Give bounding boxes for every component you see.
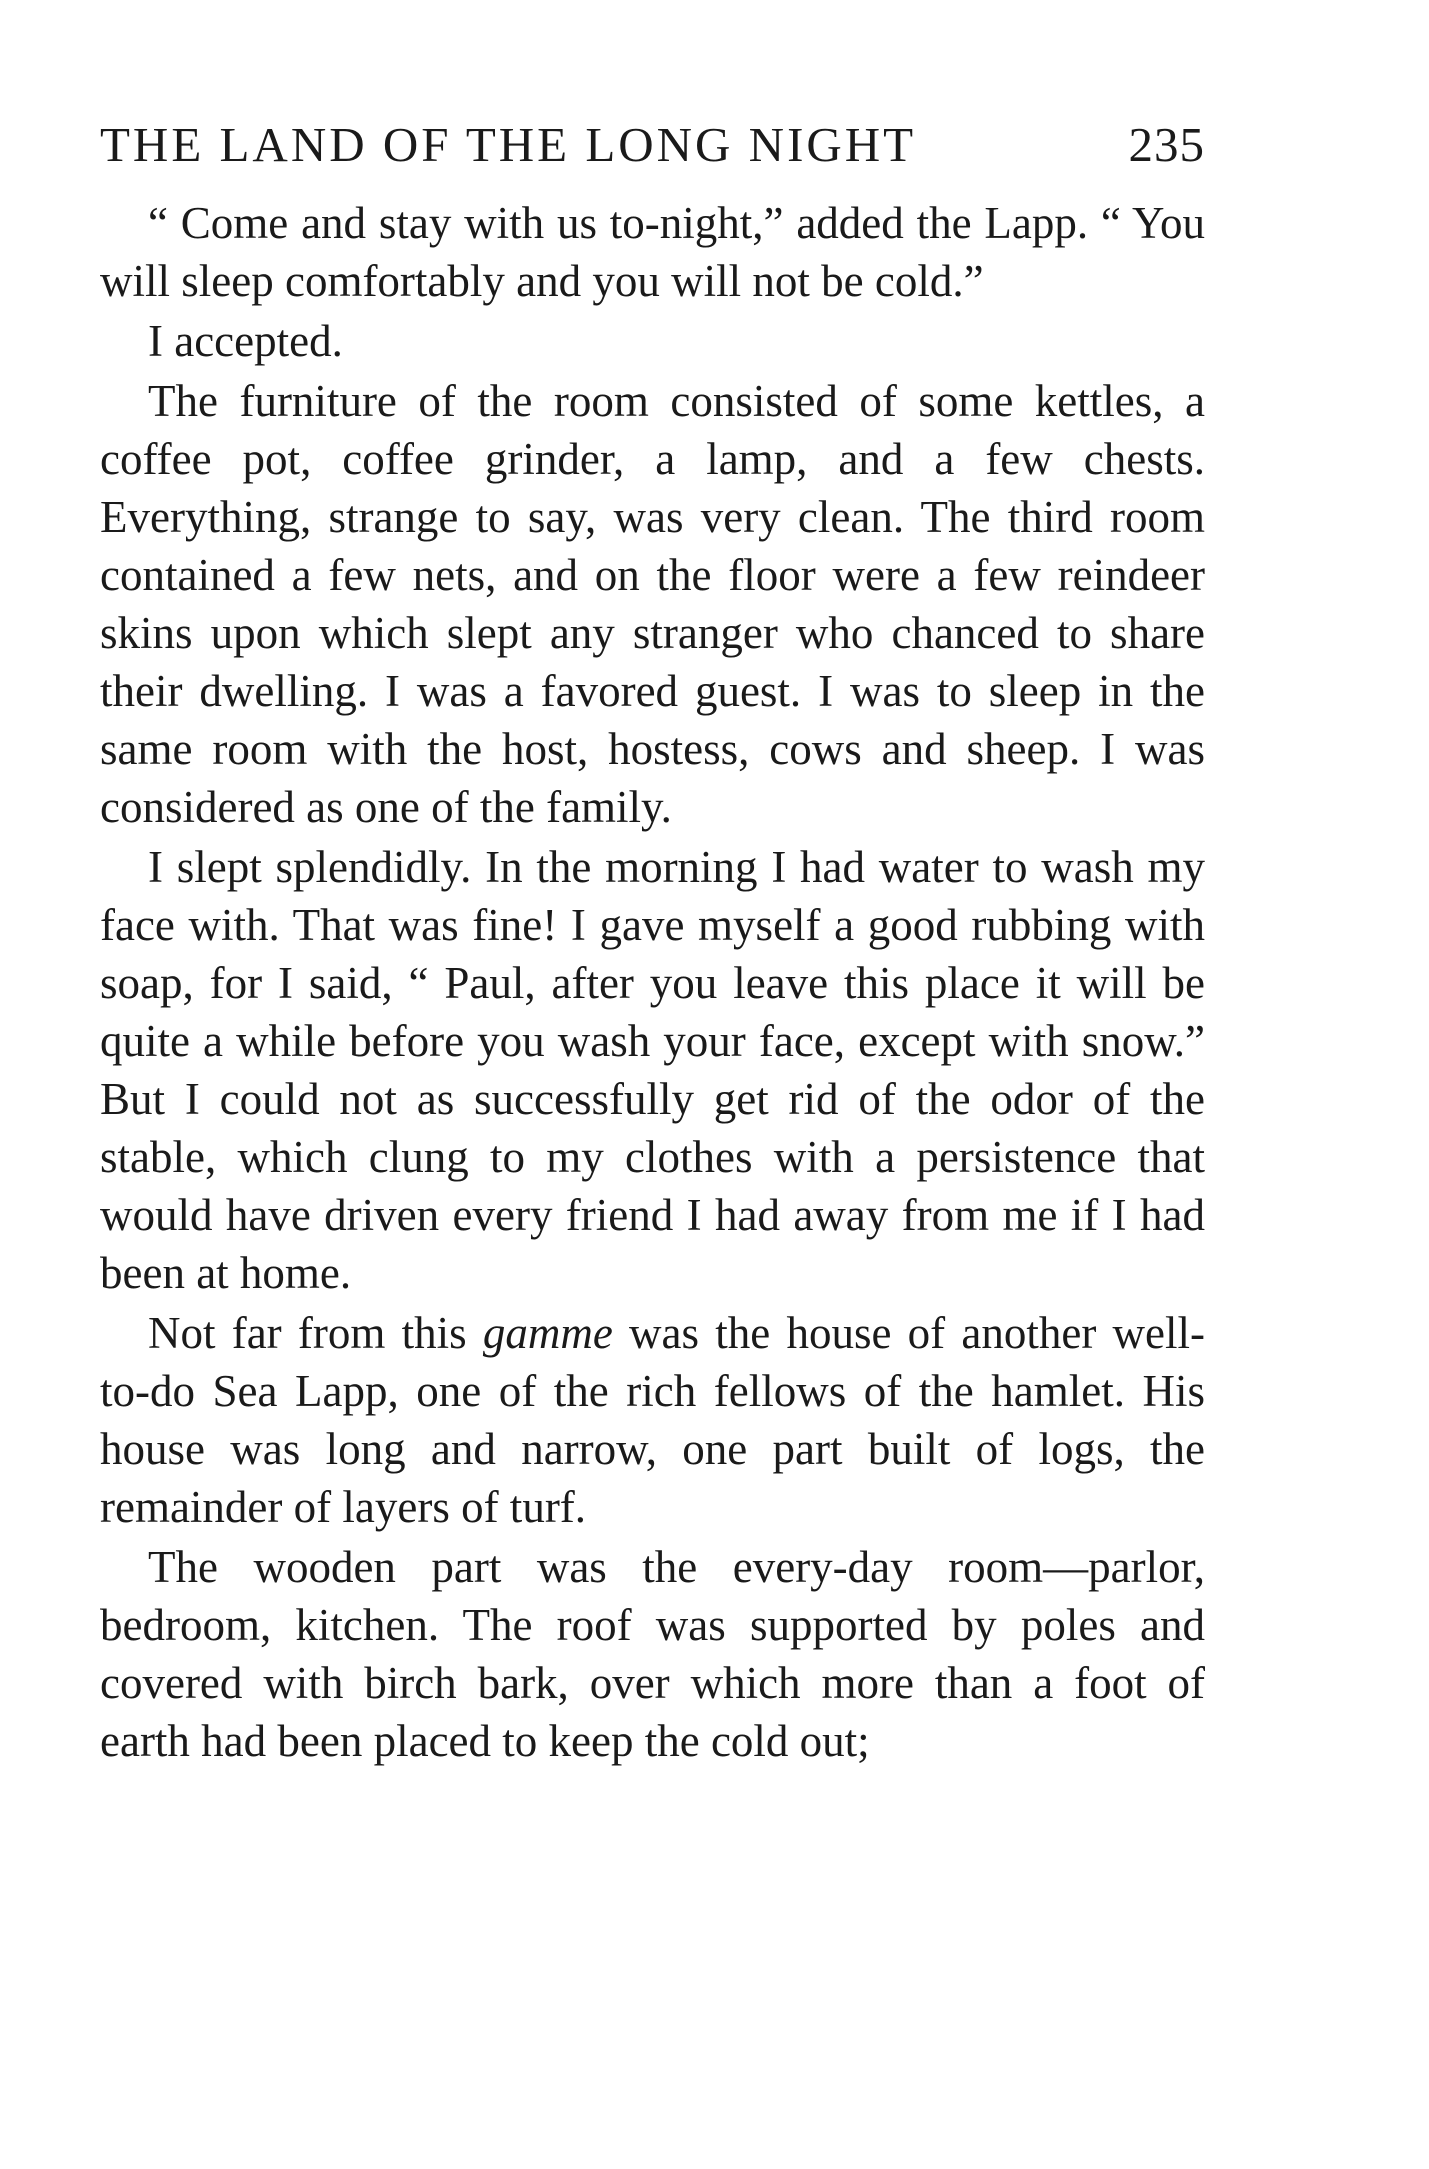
page-header: [100, 110, 1205, 180]
book-page: [100, 110, 1205, 1770]
paragraph-5: [100, 1304, 1205, 1536]
paragraph-2: I accepted.: [148, 316, 343, 366]
paragraph-3: The furniture of the room consisted of some kettles, a coffee pot, coffee grinder, a lamp, and a few chests. Everything, strange to say, was very clean. The third room contained a few nets, and on the floor were a few reindeer skins upon which slept any stranger who chanced to share their dwelling. I was a favored guest. I was to sleep in the same room with the host, hostess, cows and sheep. I was considered as one of the family.: [100, 376, 1205, 832]
running-title: THE LAND OF THE LONG NIGHT: [100, 117, 917, 172]
paragraph-1: “ Come and stay with us to-night,” added the Lapp. “ You will sleep comfortably and you will not be cold.”: [100, 198, 1205, 306]
body-text: [100, 194, 1205, 1770]
paragraph-5-after: was the house of another well-to-do Sea Lapp, one of the rich fellows of the hamlet. His house was long and narrow, one part built of logs, the remainder of layers of turf.: [100, 1308, 1205, 1532]
italic-term-gamme: gamme: [482, 1308, 613, 1358]
paragraph-5-before: Not far from this: [148, 1308, 483, 1358]
page-number: 235: [1128, 117, 1205, 172]
paragraph-6: The wooden part was the every-day room—parlor, bedroom, kitchen. The roof was supported by poles and covered with birch bark, over which more than a foot of earth had been placed to keep the cold out;: [100, 1542, 1205, 1766]
paragraph-4: I slept splendidly. In the morning I had water to wash my face with. That was fine! I gave myself a good rubbing with soap, for I said, “ Paul, after you leave this place it will be quite a while before you wash your face, except with snow.” But I could not as successfully get rid of the odor of the stable, which clung to my clothes with a persistence that would have driven every friend I had away from me if I had been at home.: [100, 842, 1205, 1298]
